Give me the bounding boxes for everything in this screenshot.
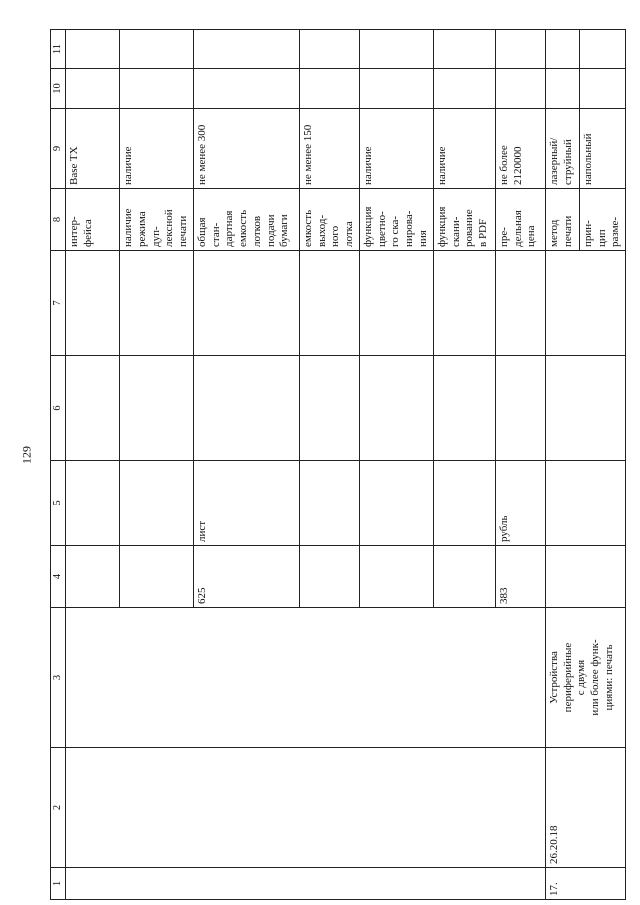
cell-empty bbox=[66, 748, 546, 868]
cell-value bbox=[359, 109, 433, 189]
cell-col6 bbox=[299, 356, 359, 461]
cell-col5 bbox=[120, 461, 194, 546]
okpd-code: 26.20.18 bbox=[545, 748, 625, 868]
cell-col10 bbox=[579, 69, 625, 109]
cell-characteristic bbox=[66, 189, 120, 251]
cell-value bbox=[193, 109, 299, 189]
item-name bbox=[548, 611, 617, 744]
cell-col11 bbox=[433, 30, 495, 69]
cell-col10 bbox=[359, 69, 433, 109]
cell-col5 bbox=[66, 461, 120, 546]
characteristic-line: емкость bbox=[237, 209, 249, 247]
cell-col6 bbox=[359, 356, 433, 461]
cell-characteristic bbox=[120, 189, 194, 251]
value-line: наличие bbox=[361, 146, 374, 185]
characteristic-line: функция bbox=[361, 206, 374, 247]
cell-col11 bbox=[66, 30, 120, 69]
characteristic-line: ния bbox=[416, 230, 429, 247]
characteristic-line: цена bbox=[525, 225, 538, 247]
characteristic-line: печати bbox=[561, 215, 574, 247]
characteristic-line: прин- bbox=[581, 220, 594, 247]
characteristic-line: функция bbox=[435, 206, 448, 247]
characteristic-line: цип bbox=[595, 229, 608, 247]
characteristic-line: емкость bbox=[301, 209, 314, 247]
cell-col11 bbox=[120, 30, 194, 69]
cell-characteristic bbox=[433, 189, 495, 251]
cell-col4 bbox=[433, 546, 495, 608]
cell-col4 bbox=[66, 546, 120, 608]
cell-col4 bbox=[120, 546, 194, 608]
spec-table bbox=[50, 29, 626, 900]
characteristic-line: лексной bbox=[163, 209, 176, 247]
page-number: 129 bbox=[19, 446, 34, 464]
value-line: струйный bbox=[561, 139, 574, 185]
characteristic-line: в PDF bbox=[477, 218, 489, 247]
characteristic-line: выход- bbox=[315, 214, 328, 247]
value bbox=[302, 112, 316, 185]
characteristic-line: нирова- bbox=[403, 210, 415, 247]
cell-col5 bbox=[545, 461, 625, 546]
cell-value bbox=[66, 109, 120, 189]
characteristic-line: цветно- bbox=[375, 211, 388, 247]
cell-col6 bbox=[193, 356, 299, 461]
cell-col11 bbox=[495, 30, 545, 69]
cell-col7 bbox=[359, 251, 433, 356]
cell-characteristic bbox=[193, 189, 299, 251]
item-name-line: или более функ- bbox=[589, 639, 601, 716]
cell-col7 bbox=[193, 251, 299, 356]
cell-col5 bbox=[299, 461, 359, 546]
cell-col10 bbox=[66, 69, 120, 109]
value-line: не менее 300 bbox=[195, 124, 208, 185]
cell-col4: 625 bbox=[193, 546, 299, 608]
value bbox=[68, 112, 82, 185]
characteristic-line: печати bbox=[177, 215, 189, 247]
cell-col11 bbox=[545, 30, 579, 69]
cell-col6 bbox=[120, 356, 194, 461]
cell-value bbox=[545, 109, 579, 189]
characteristic bbox=[122, 192, 191, 247]
cell-value bbox=[579, 109, 625, 189]
cell-col11 bbox=[359, 30, 433, 69]
cell-col7 bbox=[299, 251, 359, 356]
table-row bbox=[66, 30, 120, 900]
item-name-line: периферийные bbox=[561, 642, 574, 713]
value bbox=[498, 112, 526, 185]
value-line: наличие bbox=[435, 146, 448, 185]
col-header: 4 bbox=[51, 546, 66, 608]
col-header: 8 bbox=[51, 189, 66, 251]
cell-col11 bbox=[193, 30, 299, 69]
characteristic-line: рование bbox=[463, 209, 476, 247]
cell-empty bbox=[66, 608, 546, 748]
item-name-line: с двумя bbox=[575, 659, 588, 696]
characteristic bbox=[436, 192, 491, 247]
cell-col5: лист bbox=[193, 461, 299, 546]
value bbox=[436, 112, 450, 185]
col-header: 11 bbox=[51, 30, 66, 69]
value-line: наличие bbox=[122, 146, 134, 185]
cell-col10 bbox=[495, 69, 545, 109]
characteristic-line: дартная bbox=[223, 210, 236, 247]
characteristic-line: дельная bbox=[511, 210, 524, 247]
cell-col10 bbox=[193, 69, 299, 109]
cell-col4 bbox=[299, 546, 359, 608]
characteristic-line: фейса bbox=[81, 219, 94, 247]
cell-col4 bbox=[545, 546, 625, 608]
value-line: 2120000 bbox=[511, 146, 524, 185]
characteristic-line: ного bbox=[329, 225, 342, 247]
characteristic-line: бумаги bbox=[278, 214, 291, 247]
characteristic-line: разме- bbox=[609, 216, 622, 247]
characteristic-line: наличие bbox=[122, 208, 134, 247]
value-line: Base TX bbox=[68, 146, 80, 185]
cell-characteristic bbox=[579, 189, 625, 251]
cell-col7 bbox=[433, 251, 495, 356]
characteristic bbox=[196, 192, 292, 247]
cell-col10 bbox=[299, 69, 359, 109]
characteristic bbox=[548, 192, 576, 247]
value bbox=[196, 112, 210, 185]
col-header: 9 bbox=[51, 109, 66, 189]
cell-value bbox=[120, 109, 194, 189]
item-name-line: циями: печать bbox=[602, 644, 615, 711]
col-header: 2 bbox=[51, 748, 66, 868]
cell-col5 bbox=[433, 461, 495, 546]
cell-col10 bbox=[120, 69, 194, 109]
cell-col6 bbox=[545, 356, 625, 461]
cell-col10 bbox=[433, 69, 495, 109]
cell-col6 bbox=[433, 356, 495, 461]
item-name-line: Устройства bbox=[547, 651, 560, 704]
cell-col6 bbox=[495, 356, 545, 461]
characteristic bbox=[68, 192, 96, 247]
cell-col7 bbox=[120, 251, 194, 356]
cell-col7 bbox=[545, 251, 625, 356]
col-header: 6 bbox=[51, 356, 66, 461]
cell-value bbox=[433, 109, 495, 189]
cell-col5: рубль bbox=[495, 461, 545, 546]
value bbox=[122, 112, 136, 185]
cell-col10 bbox=[545, 69, 579, 109]
item-name bbox=[545, 608, 625, 748]
characteristic bbox=[498, 192, 539, 247]
characteristic-line: скани- bbox=[449, 216, 462, 247]
characteristic-line: пре- bbox=[497, 227, 510, 247]
cell-value bbox=[299, 109, 359, 189]
cell-characteristic bbox=[495, 189, 545, 251]
col-header: 10 bbox=[51, 69, 66, 109]
cell-characteristic bbox=[545, 189, 579, 251]
cell-value bbox=[495, 109, 545, 189]
value-line: напольный bbox=[581, 133, 594, 185]
characteristic-line: го ска- bbox=[389, 215, 402, 247]
characteristic-line: метод bbox=[547, 219, 560, 247]
characteristic bbox=[582, 192, 623, 247]
value-line: не более bbox=[497, 145, 510, 185]
characteristic bbox=[362, 192, 431, 247]
col-header: 3 bbox=[51, 608, 66, 748]
cell-col11 bbox=[299, 30, 359, 69]
col-header: 7 bbox=[51, 251, 66, 356]
characteristic-line: общая bbox=[195, 217, 208, 247]
header-row bbox=[51, 30, 66, 900]
characteristic-line: лотков bbox=[250, 215, 263, 247]
value bbox=[548, 112, 576, 185]
value bbox=[362, 112, 376, 185]
col-header: 5 bbox=[51, 461, 66, 546]
characteristic-line: подачи bbox=[264, 214, 277, 247]
characteristic bbox=[302, 192, 357, 247]
rotated-table-page bbox=[50, 30, 622, 900]
characteristic-line: дуп- bbox=[149, 226, 162, 247]
cell-col6 bbox=[66, 356, 120, 461]
cell-characteristic bbox=[359, 189, 433, 251]
characteristic-line: лотка bbox=[343, 221, 355, 247]
cell-col4: 383 bbox=[495, 546, 545, 608]
value-line: лазерный/ bbox=[547, 137, 560, 185]
cell-characteristic bbox=[299, 189, 359, 251]
cell-col5 bbox=[359, 461, 433, 546]
cell-col11 bbox=[579, 30, 625, 69]
table-row bbox=[545, 30, 579, 900]
cell-col7 bbox=[495, 251, 545, 356]
row-number: 17. bbox=[545, 868, 625, 900]
characteristic-line: интер- bbox=[68, 216, 80, 247]
characteristic-line: стан- bbox=[209, 222, 222, 247]
cell-col4 bbox=[359, 546, 433, 608]
value-line: не менее 150 bbox=[301, 124, 314, 185]
value bbox=[582, 112, 596, 185]
col-header: 1 bbox=[51, 868, 66, 900]
cell-empty bbox=[66, 868, 546, 900]
characteristic-line: режима bbox=[135, 211, 148, 247]
cell-col7 bbox=[66, 251, 120, 356]
